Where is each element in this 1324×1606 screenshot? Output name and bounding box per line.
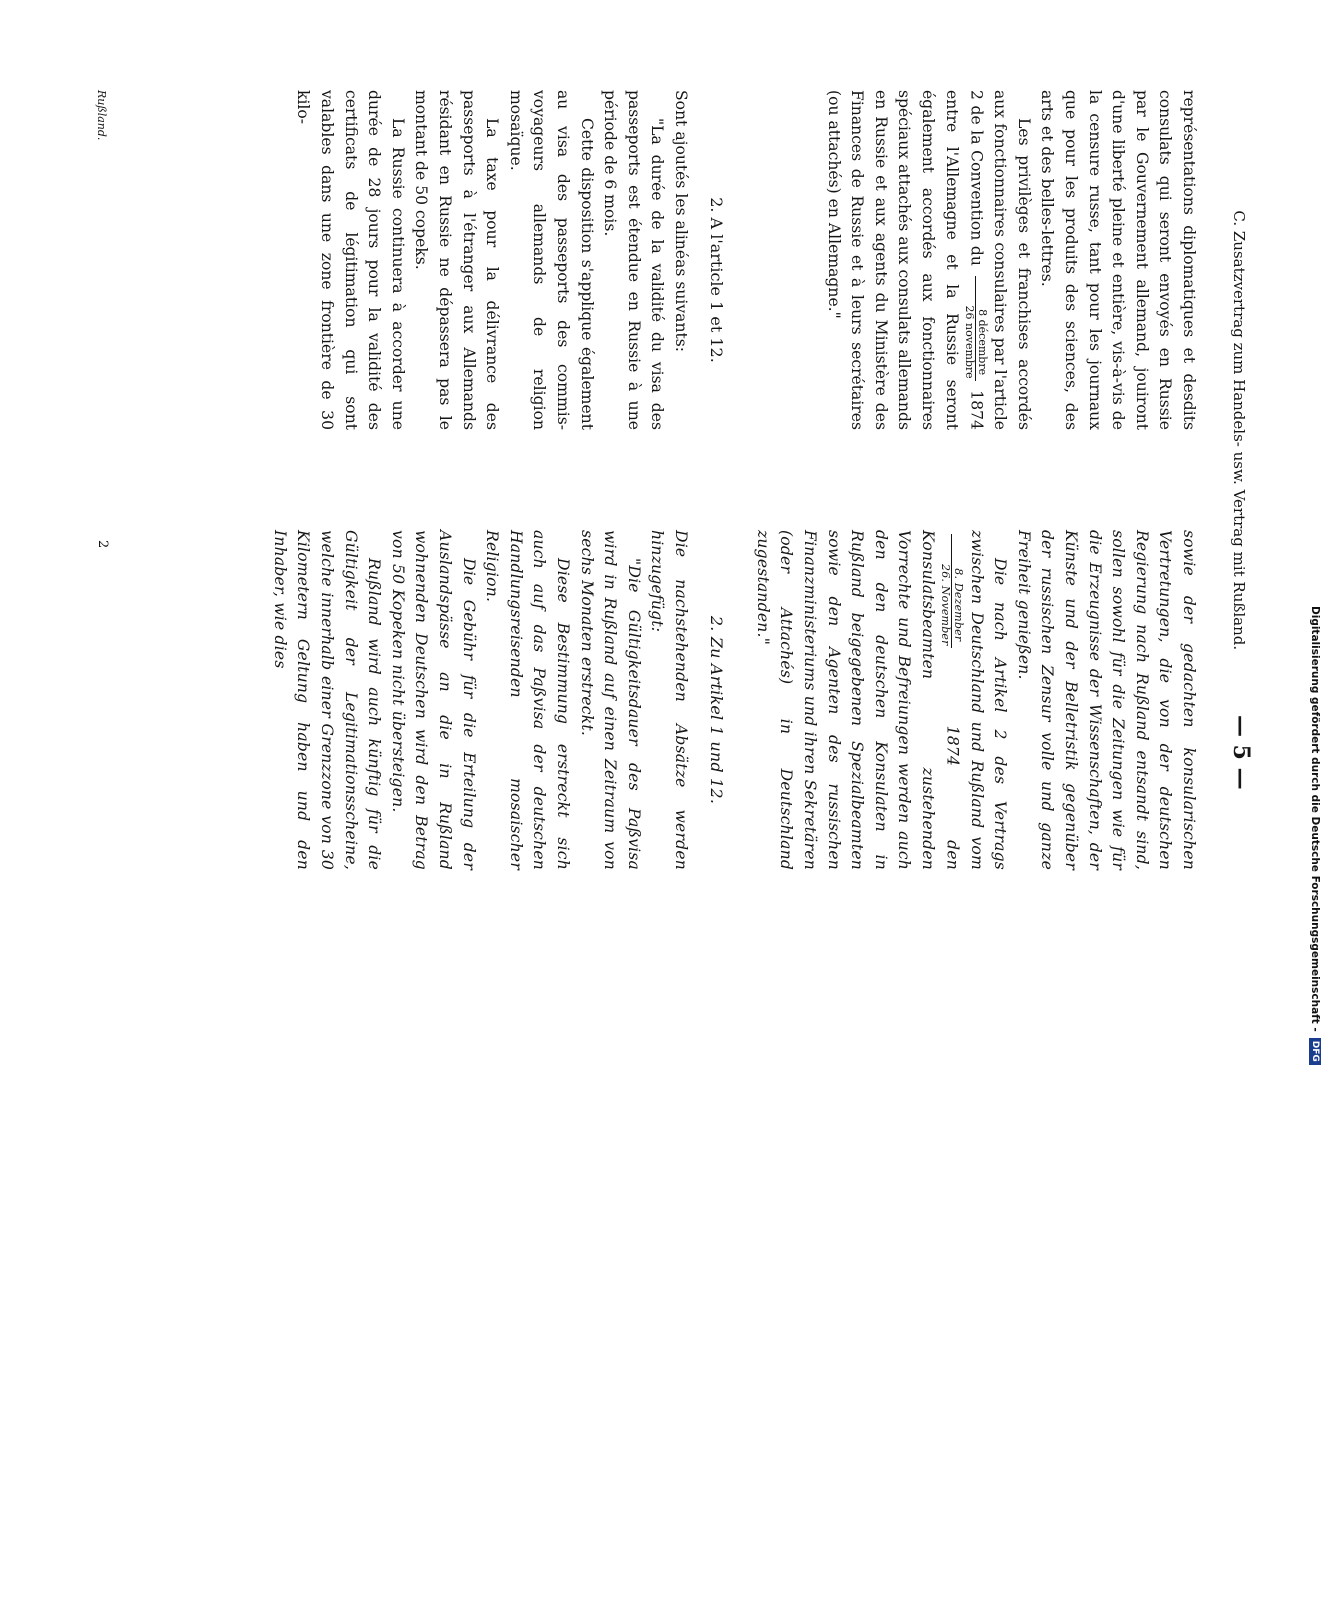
- french-article-heading: 2. A l'article 1 et 12.: [707, 197, 726, 363]
- german-paragraph-4: Diese Bestimmung erstreckt sich auch auf das Paßvisa der deutschen Handlungsreisenden mosaischer Religion.: [483, 530, 573, 870]
- french-intro: Sont ajoutés les alinéas suivants:: [672, 90, 690, 353]
- german-column-bottom: [267, 530, 692, 870]
- german-paragraph-3: "Die Gültigkeitsdauer des Paßvisa wird in Rußland auf einen Zeitraum von sechs Monaten erstreckt.: [577, 530, 643, 870]
- french-paragraph-5: La taxe pour la délivrance des passeports à l'étranger aux Allemands résidant en Russie ne dépassera pas le montant de 50 copeks.: [412, 90, 502, 430]
- german-article-heading: 2. Zu Artikel 1 und 12.: [707, 615, 726, 805]
- sheet-number: 2: [95, 540, 110, 549]
- page-number: — 5 —: [1228, 714, 1254, 790]
- running-head-title: C. Zusatzvertrag zum Handels- usw. Vertrag mit Rußland.: [1230, 210, 1248, 651]
- german-paragraph-1: sowie der gedachten konsularischen Vertretungen, die von der deutschen Regierung nach Rußland entsandt sind, sollen sowohl für die Zeitungen wie für die Erzeugnisse der Wissenschaften, der Künste und der Belletristik gegenüber der russischen Zensur volle und ganze Freiheit genießen.: [1014, 530, 1198, 870]
- german-date-fraction: 8. Dezember 26. November: [939, 534, 964, 648]
- german-paragraph-2: Die nach Artikel 2 des Vertrags zwischen Deutschland und Rußland vom 8. Dezember 26. November 1874 den Konsulatsbeamten zustehenden Vorrechte und Befreiungen werden auch den den deutschen Konsulaten in Rußland beigegebenen Spezialbeamten sowie den Agenten des russischen Finanzministeriums und ihren Sekretären (oder Attachés) in Deutschland zugestanden.": [753, 530, 1010, 870]
- running-head: [1228, 90, 1254, 910]
- german-paragraph-6: Rußland wird auch künftig für die Gültigkeit der Legitimationsscheine, welche innerhalb einer Grenzzone von 30 Kilometern Geltung haben und den Inhaber, wie dies: [270, 530, 384, 870]
- digitization-notice: [1306, 0, 1324, 1062]
- french-paragraph-2: Les privilèges et franchises accordés aux fonctionnaires consulaires par l'article 2 de la Convention du 8 décembre 26 novembre 1874 entre l'Allemagne et la Russie seront également accordés aux fonctionnaires spéciaux attachés aux consulats allemands en Russie et aux agents du Ministère des Finances de Russie et à leurs secrétaires (ou attachés) en Allemagne.": [824, 90, 1033, 430]
- french-date-fraction: 8 décembre 26 novembre: [963, 276, 988, 381]
- german-column-top: [750, 530, 1200, 870]
- digitization-text: Digitalisierung gefördert durch die Deutsche Forschungsgemeinschaft -: [1309, 606, 1321, 1032]
- german-paragraph-5: Die Gebühr für die Erteilung der Auslandspässe an die in Rußland wohnenden Deutschen wird den Betrag von 50 Kopeken nicht übersteigen.: [388, 530, 478, 870]
- french-paragraph-3: "La durée de la validité du visa des passeports est étendue en Russie à une période de 6 mois.: [601, 90, 667, 430]
- german-intro: Die nachstehenden Absätze werden hinzugefügt:: [648, 530, 690, 870]
- french-paragraph-1: représentations diplomatiques et desdits consulats qui seront envoyés en Russie par le Gouvernement allemand, jouiront d'une liberté pleine et entière, vis-à-vis de la censure russe, tant pour les journaux que pour les produits des sciences, des arts et des belles-lettres.: [1038, 90, 1198, 430]
- french-paragraph-6: La Russie continuera à accorder une durée de 28 jours pour la validité des certificats de légitimation qui sont valables dans une zone frontière de 30 kilo-: [294, 90, 407, 430]
- signature-mark: Rußland.: [95, 90, 108, 141]
- french-column-top: [821, 90, 1200, 430]
- french-paragraph-4: Cette disposition s'applique également au visa des passeports des commis-voyageurs allemands de religion mosaïque.: [506, 90, 596, 430]
- dfg-logo-icon: DFG: [1309, 1038, 1321, 1065]
- french-column-bottom: [291, 90, 692, 430]
